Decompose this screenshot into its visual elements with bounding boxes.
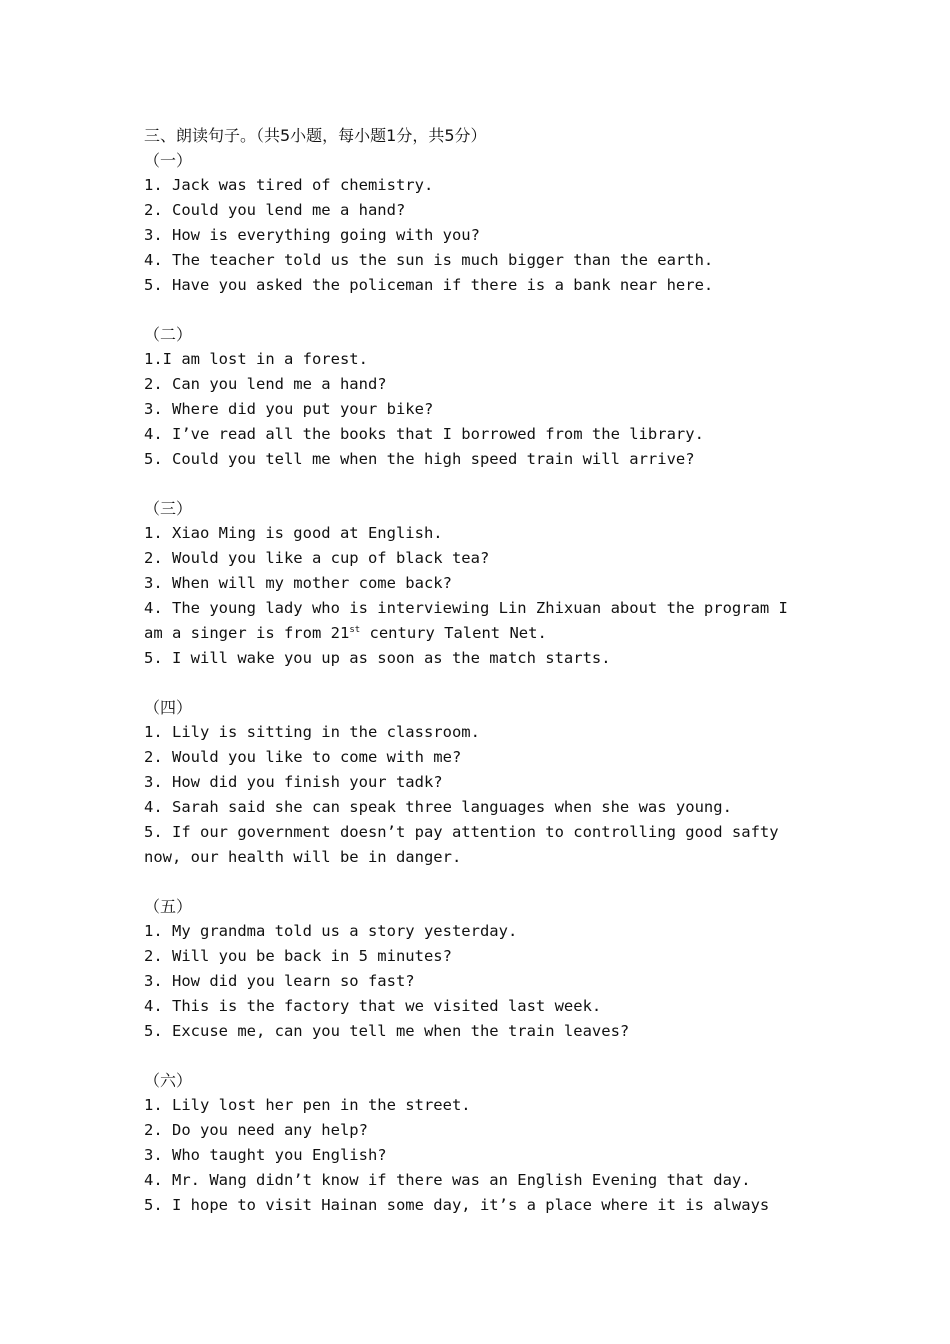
section-heading: （三） xyxy=(144,499,193,518)
section-5 xyxy=(144,894,814,1044)
sentence-item: 5. Have you asked the policeman if there is a bank near here. xyxy=(144,276,714,294)
sentence-item: 3. Who taught you English? xyxy=(144,1146,387,1164)
sentence-item: 3. How did you learn so fast? xyxy=(144,972,415,990)
sentence-item: 4. Sarah said she can speak three languages when she was young. xyxy=(144,798,732,816)
sentence-item: 5. Excuse me, can you tell me when the train leaves? xyxy=(144,1022,630,1040)
sentence-item: 5. If our government doesn’t pay attention to controlling good safty now, our health will be in danger. xyxy=(144,823,788,866)
sentence-item: 4. The teacher told us the sun is much bigger than the earth. xyxy=(144,251,714,269)
sentence-item: 5. Could you tell me when the high speed train will arrive? xyxy=(144,450,695,468)
section-1 xyxy=(144,148,814,298)
section-heading: （二） xyxy=(144,325,193,344)
sentence-item: 1. My grandma told us a story yesterday. xyxy=(144,922,518,940)
sentence-item: 1. Lily is sitting in the classroom. xyxy=(144,723,480,741)
sentence-item: 3. How is everything going with you? xyxy=(144,226,480,244)
sentence-item: 4. This is the factory that we visited last week. xyxy=(144,997,602,1015)
sentence-item: 2. Would you like to come with me? xyxy=(144,748,462,766)
sentence-item: 1. Xiao Ming is good at English. xyxy=(144,524,443,542)
sentence-item: 2. Could you lend me a hand? xyxy=(144,201,406,219)
sentence-item: 3. When will my mother come back? xyxy=(144,574,452,592)
sentence-item: 1. Lily lost her pen in the street. xyxy=(144,1096,471,1114)
section-6 xyxy=(144,1068,814,1218)
section-heading: （一） xyxy=(144,151,193,170)
sentence-item: 4. I’ve read all the books that I borrowed from the library. xyxy=(144,425,704,443)
sentence-item: 5. I hope to visit Hainan some day, it’s a place where it is always xyxy=(144,1196,770,1214)
section-3 xyxy=(144,496,814,671)
sentence-item: 3. Where did you put your bike? xyxy=(144,400,434,418)
sentence-item: 2. Can you lend me a hand? xyxy=(144,375,387,393)
sentence-item: 5. I will wake you up as soon as the match starts. xyxy=(144,649,611,667)
sentence-text: 4. The young lady who is interviewing Lin Zhixuan about the program I am a singer is from 21 xyxy=(144,599,798,642)
section-heading: （六） xyxy=(144,1071,193,1090)
ordinal-suffix: st xyxy=(349,625,361,635)
sentence-item: 3. How did you finish your tadk? xyxy=(144,773,443,791)
sentence-item: 2. Will you be back in 5 minutes? xyxy=(144,947,452,965)
sentence-item: 2. Would you like a cup of black tea? xyxy=(144,549,490,567)
section-heading: （四） xyxy=(144,698,193,717)
section-2 xyxy=(144,322,814,472)
document-page xyxy=(144,123,814,1242)
section-heading: （五） xyxy=(144,897,193,916)
sentence-item xyxy=(144,596,814,646)
sentence-item: 2. Do you need any help? xyxy=(144,1121,368,1139)
sentence-item: 4. Mr. Wang didn’t know if there was an English Evening that day. xyxy=(144,1171,751,1189)
section-4 xyxy=(144,695,814,870)
sentence-tail: century Talent Net. xyxy=(360,624,547,642)
section-title: 三、朗读句子。（共5小题，每小题1分，共5分） xyxy=(144,126,487,145)
sentence-item: 1.I am lost in a forest. xyxy=(144,350,368,368)
sentence-item: 1. Jack was tired of chemistry. xyxy=(144,176,434,194)
